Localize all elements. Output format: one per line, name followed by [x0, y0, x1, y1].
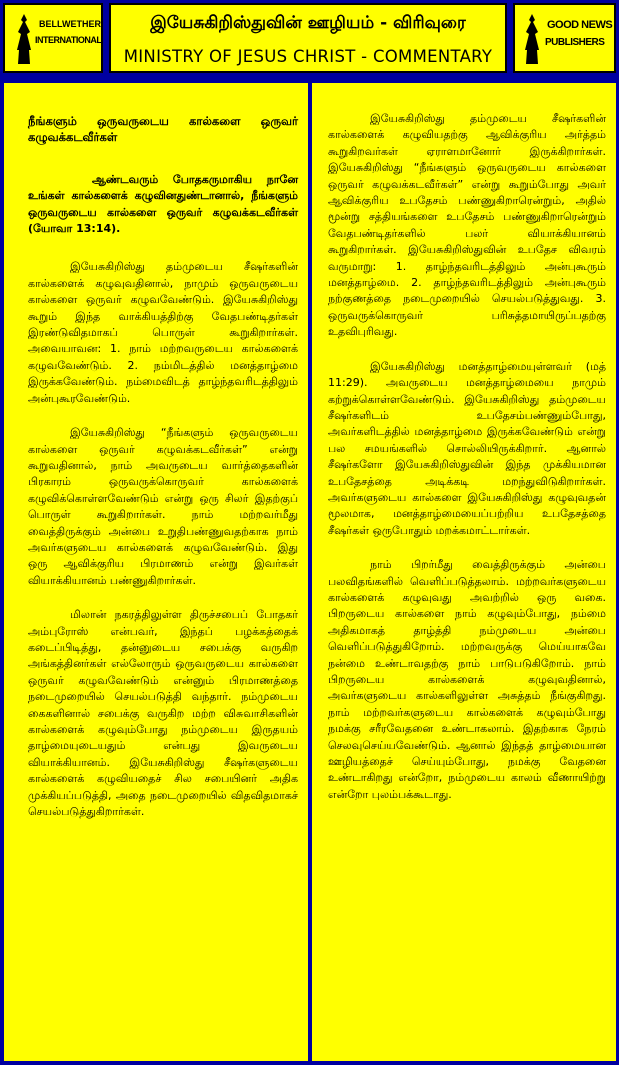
paragraph: நாம் பிறர்மீது வைத்திருக்கும் அன்பை பலவிதங்களில் வெளிப்படுத்தலாம். மற்றவர்களுடைய கால்களைக் கழுவுவது அவற்றில் ஒரு வகை. பிறருடைய கால்களை நாம் கழுவும்போது, நம்மை அதிகமாகத் தாழ்த்தி நம்முடைய அன்பை வெளிப்படுத்துகிறோம். மற்றவருக்கு மெய்யாகவே நன்மை உண்டாவதற்கு நாம் பாடுபடுகிறோம். நாம் பிறருடைய கால்களைக் கழுவுவதினால், அவர்களுடைய கால்களிலுள்ள அசுத்தம் நீங்குகிறது. நாம் மற்றவர்களுடைய கால்களைக் கழுவும்போது நமக்கு சரீரவேதனை உண்டாகலாம். இதற்காக நேரம் செலவுசெய்யவேண்டும். ஆனால் இந்தத் தாழ்மையான ஊழியத்தைச் செய்யும்போது, நமக்கு வேதனை உண்டாகிறது என்றோ, நம்முடைய காலம் வீணாயிற்று என்றோ புலம்பக்கூடாது. — [328, 558, 606, 801]
page-header — [3, 3, 616, 75]
left-logo-line2: INTERNATIONAL — [35, 35, 102, 45]
left-logo-line1: BELLWETHER — [39, 19, 101, 29]
title-box — [109, 3, 507, 73]
paragraph: இயேசுகிறிஸ்து தம்முடைய சீஷர்களின் கால்களைக் கழுவுவதினால், நாமும் ஒருவருடைய கால்களை ஒருவர் கழுவவேண்டும். இயேசுகிறிஸ்து கூறும் இந்த வாக்கியத்திற்கு வேதபண்டிதர்கள் இரண்டுவிதமாகப் பொருள் கூறுகிறார்கள். அவையாவன: 1. நாம் மற்றவருடைய கால்களைக் கழுவவேண்டும். 2. நம்மிடத்தில் மனத்தாழ்மை இருக்கவேண்டும். நம்மைவிடத் தாழ்ந்தவரிடத்திலும் அன்புகூரவேண்டும். — [28, 260, 298, 405]
paragraph: இயேசுகிறிஸ்து தம்முடைய சீஷர்களின் கால்களைக் கழுவியதற்கு ஆவிக்குரிய அர்த்தம் கூறுகிறவர்கள் ஏராளமானோர் இருக்கிறார்கள். இயேசுகிறிஸ்து “நீங்களும் ஒருவருடைய கால்களை ஒருவர் கழுவக்கடவீர்கள்” என்று கூறும்போது அவர் ஆவிக்குரிய உபதேசம் பண்ணுகிறாரென்றும், அதில் மூன்று சத்தியங்களை உபதேசம் பண்ணுகிறாரென்றும் வேதபண்டிதர்களில் பலர் வியாக்கியானம் கூறுகிறார்கள். இயேசுகிறிஸ்துவின் உபதேச விவரம் வருமாறு: 1. தாழ்ந்தவரிடத்திலும் அன்புகூரும் மனத்தாழ்மை. 2. தாழ்ந்தவரிடத்திலும் அன்புகூரும் நற்குணத்தை நடைமுறையில் செயல்படுத்துவது. 3. ஒருவருக்கொருவர் பரிசுத்தமாயிருப்பதற்கு உதவிபுரிவது. — [328, 112, 606, 339]
left-column — [4, 83, 308, 1061]
paragraph: இயேசுகிறிஸ்து “நீங்களும் ஒருவருடைய கால்களை ஒருவர் கழுவக்கடவீர்கள்” என்று கூறுவதினால், நாம் அவருடைய வார்த்தைகளின் பிரகாரம் ஒருவருக்கொருவர் கால்களைக் கழுவிக்கொள்ளவேண்டும் என்று ஒரு சிலர் இதற்குப் பொருள் கூறுகிறார்கள். நாம் மற்றவர்மீது வைத்திருக்கும் அன்பை உறுதிபண்ணுவதற்காக நாம் அவர்களுடைய கால்களைக் கழுவவேண்டும். இது ஒரு ஆவிக்குரிய பிரமாணம் என்று இவர்கள் வியாக்கியானம் பண்ணுகிறார்கள். — [28, 426, 298, 587]
bellwether-logo — [3, 3, 103, 73]
figure-icon — [10, 12, 38, 66]
figure-icon — [519, 12, 545, 66]
right-logo-line2: PUBLISHERS — [545, 37, 605, 48]
good-news-logo — [513, 3, 616, 73]
paragraph: இயேசுகிறிஸ்து மனத்தாழ்மையுள்ளவர் (மத் 11:29). அவருடைய மனத்தாழ்மையை நாமும் கற்றுக்கொள்ளவேண்டும். இயேசுகிறிஸ்து தம்முடைய சீஷர்களிடம் உபதேசம்பண்ணும்போது, அவர்களிடத்தில் மனத்தாழ்மை இருக்கவேண்டும் என்று பல சமயங்களில் சொல்லியிருக்கிறார். ஆனால் சீஷர்களோ இயேசுகிறிஸ்துவின் இந்த முக்கியமான உபதேசத்தை அடிக்கடி மறந்துவிடுகிறார்கள். அவர்களுடைய கால்களை இயேசுகிறிஸ்து கழுவுவதன் மூலமாக, மனத்தாழ்மையைப்பற்றிய உபதேசத்தை சீஷர்கள் ஒருபோதும் மறக்கமாட்டார்கள். — [328, 359, 606, 537]
right-column — [312, 83, 616, 1061]
title-english: MINISTRY OF JESUS CHRIST - COMMENTARY — [123, 47, 493, 66]
title-tamil: இயேசுகிறிஸ்துவின் ஊழியம் - விரிவுரை — [150, 13, 466, 33]
right-logo-line1: GOOD NEWS — [547, 19, 613, 31]
paragraph: மிலான் நகரத்திலுள்ள திருச்சபைப் போதகர் அம்புரோஸ் என்பவர், இந்தப் பழக்கத்தைக் கடைப்பிடித்து, தன்னுடைய சபைக்கு வருகிற அங்கத்தினர்கள் எல்லோரும் ஒருவருடைய கால்களை ஒருவர் கழுவவேண்டும் என்னும் பிரமாணத்தை நடைமுறையில் செயல்படுத்தி வந்தார். நம்முடைய கைகளினால் சபைக்கு வருகிற மற்ற விசுவாசிகளின் கால்களைக் கழுவும்போது நம்முடைய இருதயம் தாழ்மையுடையதும் என்பது இவருடைய வியாக்கியானம். இயேசுகிறிஸ்து சீஷர்களுடைய கால்களைக் கழுவியதைச் சில சபையினர் அதிக முக்கியப்படுத்தி, அதை நடைமுறையில் விதவிதமாகச் செயல்படுத்துகிறார்கள். — [28, 608, 298, 819]
article-heading: நீங்களும் ஒருவருடைய கால்களை ஒருவர் கழுவக்கடவீர்கள் — [28, 114, 298, 145]
scripture-verse: ஆண்டவரும் போதகருமாகிய நானே உங்கள் கால்களைக் கழுவினதுண்டானால், நீங்களும் ஒருவருடைய கால்களை ஒருவர் கழுவக்கடவீர்கள் (யோவா 13:14). — [28, 172, 298, 236]
